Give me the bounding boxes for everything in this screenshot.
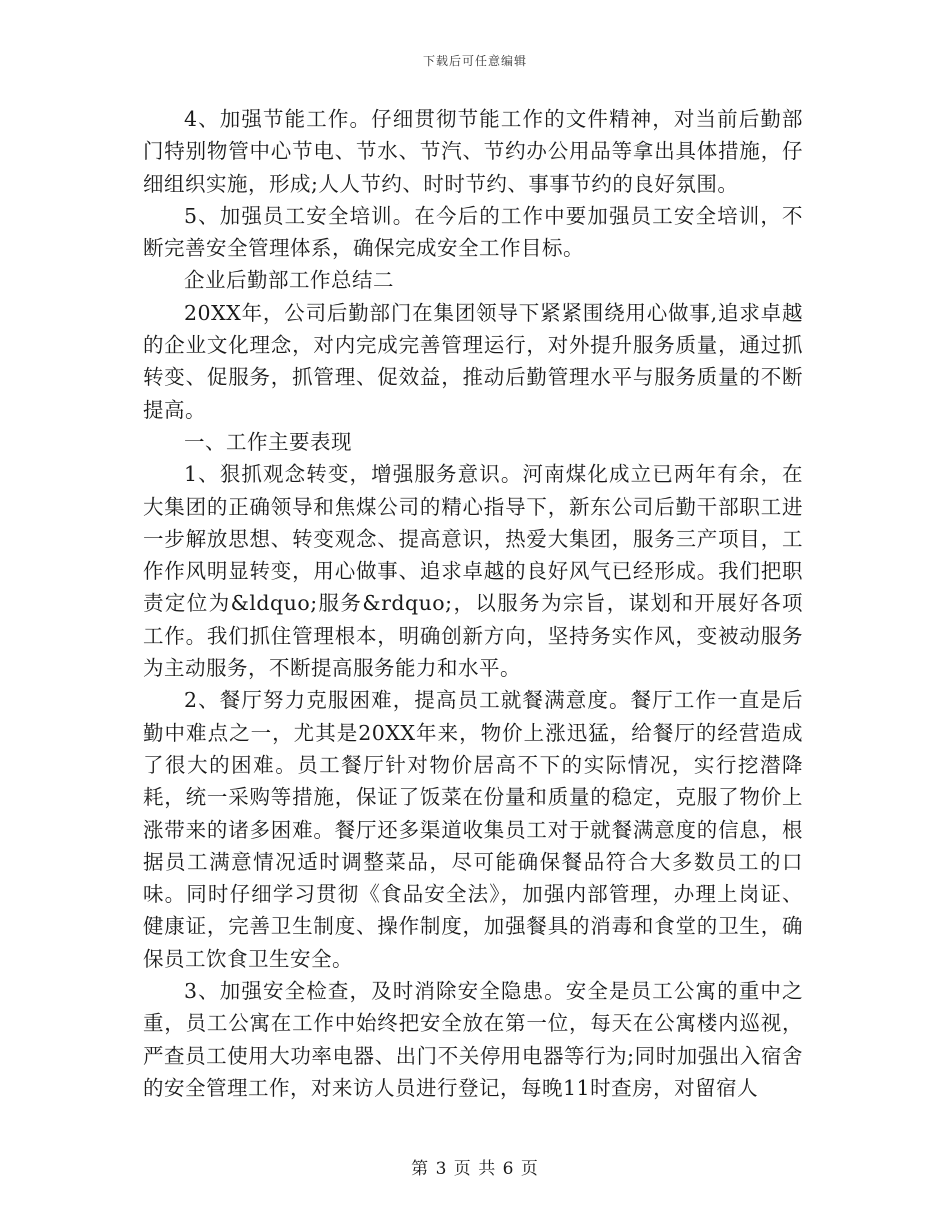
paragraph: 2、餐厅努力克服困难，提高员工就餐满意度。餐厅工作一直是后勤中难点之一，尤其是20XX年来，物价上涨迅猛，给餐厅的经营造成了很大的困难。员工餐厅针对物价居高不下的实际情况，实行挖潜降耗，统一采购等措施，保证了饭菜在份量和质量的稳定，克服了物价上涨带来的诸多困难。餐厅还多渠道收集员工对于就餐满意度的信息，根据员工满意情况适时调整菜品，尽可能确保餐品符合大多数员工的口味。同时仔细学习贯彻《食品安全法》，加强内部管理，办理上岗证、健康证，完善卫生制度、操作制度，加强餐具的消毒和食堂的卫生，确保员工饮食卫生安全。 [143, 688, 803, 971]
page-number: 第 3 页 共 6 页 [411, 1159, 539, 1179]
document-body [143, 103, 803, 1104]
section-title: 企业后勤部工作总结二 [184, 268, 394, 293]
paragraph: 3、加强安全检查，及时消除安全隐患。安全是员工公寓的重中之重，员工公寓在工作中始终把安全放在第一位，每天在公寓楼内巡视，严查员工使用大功率电器、出门不关停用电器等行为;同时加强出入宿舍的安全管理工作，对来访人员进行登记，每晚11时查房，对留宿人 [143, 979, 803, 1100]
paragraph: 1、狠抓观念转变，增强服务意识。河南煤化成立已两年有余，在大集团的正确领导和焦煤公司的精心指导下，新东公司后勤干部职工进一步解放思想、转变观念、提高意识，热爱大集团，服务三产项目，工作作风明显转变，用心做事、追求卓越的良好风气已经形成。我们把职责定位为&ldquo;服务&rdquo;，以服务为宗旨，谋划和开展好各项工作。我们抓住管理根本，明确创新方向，坚持务实作风，变被动服务为主动服务，不断提高服务能力和水平。 [143, 462, 803, 681]
paragraph: 4、加强节能工作。仔细贯彻节能工作的文件精神，对当前后勤部门特别物管中心节电、节水、节汽、节约办公用品等拿出具体措施，仔细组织实施，形成;人人节约、时时节约、事事节约的良好氛围。 [143, 107, 803, 196]
paragraph: 5、加强员工安全培训。在今后的工作中要加强员工安全培训，不断完善安全管理体系，确保完成安全工作目标。 [143, 203, 803, 261]
section-heading: 一、工作主要表现 [184, 429, 352, 454]
header-note: 下载后可任意编辑 [422, 54, 527, 68]
paragraph: 20XX年，公司后勤部门在集团领导下紧紧围绕用心做事,追求卓越的企业文化理念，对内完成完善管理运行，对外提升服务质量，通过抓转变、促服务，抓管理、促效益，推动后勤管理水平与服务质量的不断提高。 [143, 300, 803, 422]
